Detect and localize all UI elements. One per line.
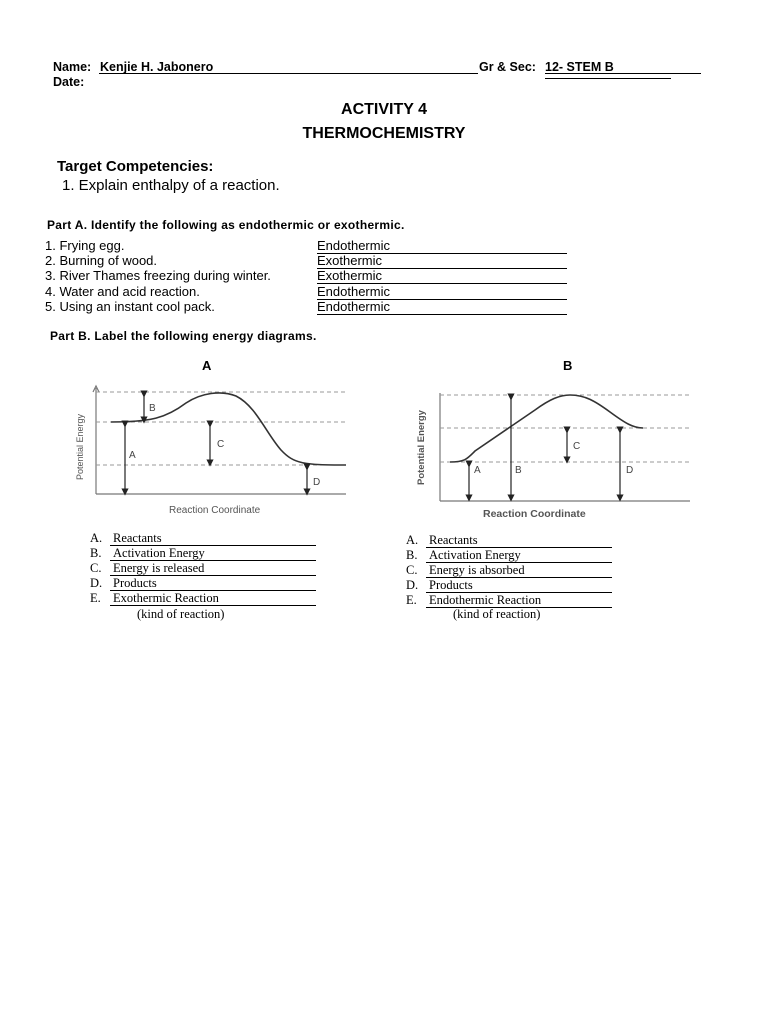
answer-1: Endothermic xyxy=(317,238,567,254)
answer-letter: B. xyxy=(90,546,102,560)
question-2: 2. Burning of wood. xyxy=(45,253,158,268)
y-axis-label: Potential Energy xyxy=(416,410,427,485)
marker-d: D xyxy=(313,477,321,488)
answer-value: Energy is released xyxy=(110,561,316,576)
answer-letter: B. xyxy=(406,548,418,562)
kind-note-b: (kind of reaction) xyxy=(453,607,541,621)
answer-d-row xyxy=(406,578,612,593)
answer-5: Endothermic xyxy=(317,299,567,315)
answer-b-row xyxy=(90,546,316,561)
grade-underline xyxy=(545,73,701,74)
answer-letter: D. xyxy=(406,578,419,592)
answer-e-row xyxy=(406,593,612,608)
grade-underline-2 xyxy=(545,78,671,79)
answer-value: Activation Energy xyxy=(426,548,612,563)
name-label: Name: xyxy=(53,60,92,74)
energy-diagram-a xyxy=(66,378,356,520)
answer-3: Exothermic xyxy=(317,268,567,284)
marker-a: A xyxy=(129,450,136,461)
activity-subtitle: THERMOCHEMISTRY xyxy=(302,125,466,142)
answer-value: Endothermic Reaction xyxy=(426,593,612,608)
answer-value: Products xyxy=(426,578,612,593)
kind-note-a: (kind of reaction) xyxy=(137,607,225,621)
name-value: Kenjie H. Jabonero xyxy=(100,60,214,74)
activity-title: ACTIVITY 4 xyxy=(341,101,427,118)
answer-value: Exothermic Reaction xyxy=(110,591,316,606)
marker-b: B xyxy=(515,465,522,476)
x-axis-label: Reaction Coordinate xyxy=(169,505,261,516)
answer-letter: A. xyxy=(90,531,103,545)
answer-2: Exothermic xyxy=(317,253,567,269)
grade-value: 12- STEM B xyxy=(545,60,614,74)
marker-b: B xyxy=(149,403,156,414)
answer-letter: E. xyxy=(90,591,101,605)
part-b-heading: Part B. Label the following energy diagrams. xyxy=(50,329,317,343)
answer-e-row xyxy=(90,591,316,606)
answer-letter: D. xyxy=(90,576,103,590)
answer-value: Products xyxy=(110,576,316,591)
y-axis-label: Potential Energy xyxy=(75,413,85,480)
x-axis-label: Reaction Coordinate xyxy=(483,508,586,520)
answer-d-row xyxy=(90,576,316,591)
answer-value: Activation Energy xyxy=(110,546,316,561)
marker-c: C xyxy=(217,439,225,450)
part-a-heading: Part A. Identify the following as endothermic or exothermic. xyxy=(47,218,405,232)
answer-value: Energy is absorbed xyxy=(426,563,612,578)
answer-4: Endothermic xyxy=(317,284,567,300)
answer-c-row xyxy=(90,561,316,576)
competency-item: 1. Explain enthalpy of a reaction. xyxy=(62,177,280,194)
diagram-b-title: B xyxy=(563,358,573,373)
answer-letter: C. xyxy=(406,563,418,577)
energy-diagram-b xyxy=(405,385,695,523)
answer-b-row xyxy=(406,548,612,563)
name-underline xyxy=(99,73,478,74)
reaction-curve xyxy=(111,393,346,465)
question-3: 3. River Thames freezing during winter. xyxy=(45,268,271,283)
diagram-a-title: A xyxy=(202,358,212,373)
question-5: 5. Using an instant cool pack. xyxy=(45,299,215,314)
question-1: 1. Frying egg. xyxy=(45,238,125,253)
answer-letter: E. xyxy=(406,593,417,607)
answer-a-row xyxy=(406,533,612,548)
competencies-heading: Target Competencies: xyxy=(57,158,214,175)
question-4: 4. Water and acid reaction. xyxy=(45,284,200,299)
answer-letter: C. xyxy=(90,561,102,575)
answer-c-row xyxy=(406,563,612,578)
answer-a-row xyxy=(90,531,316,546)
answer-letter: A. xyxy=(406,533,419,547)
answer-value: Reactants xyxy=(110,531,316,546)
grade-label: Gr & Sec: xyxy=(479,60,536,74)
marker-c: C xyxy=(573,441,581,452)
marker-d: D xyxy=(626,465,634,476)
answer-value: Reactants xyxy=(426,533,612,548)
date-label: Date: xyxy=(53,75,85,89)
marker-a: A xyxy=(474,465,481,476)
